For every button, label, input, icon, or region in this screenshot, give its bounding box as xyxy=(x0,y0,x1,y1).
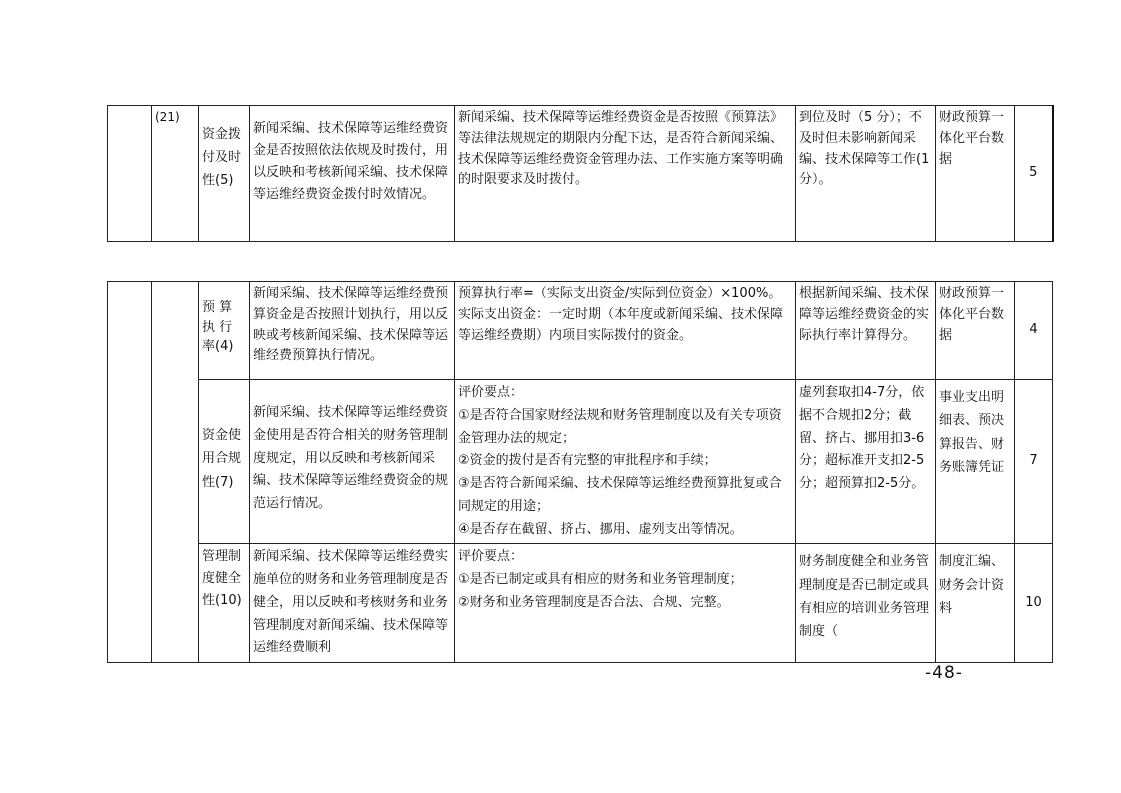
table-row xyxy=(108,282,1053,380)
evaluation-table-top xyxy=(107,105,1054,242)
row-index: (21) xyxy=(152,106,199,242)
page-number: -48- xyxy=(925,663,963,683)
criteria-line: 预算执行率=（实际支出资金/实际到位资金）×100%。 xyxy=(458,286,782,301)
evaluation-table-bottom xyxy=(107,281,1053,663)
indicator-name: 预 算 执 行 率(4) xyxy=(199,282,250,380)
indicator-description: 新闻采编、技术保障等运维经费资金是否按照依法依规及时拨付，用以反映和考核新闻采编、技术保障等运维经费资金拨付时效情况。 xyxy=(250,106,455,242)
indicator-name: 资金拨付及时性(5) xyxy=(199,106,250,242)
indicator-name: 管理制度健全性(10) xyxy=(199,544,250,663)
scoring-method: 虚列套取扣4-7分，依据不合规扣2分；截留、挤占、挪用扣3-6分；超标准开支扣2-5分；超预算扣2-5分。 xyxy=(796,380,936,544)
scoring-method: 财务制度健全和业务管理制度是否已制定或具有相应的培训业务管理制度（ xyxy=(796,544,936,663)
indicator-description: 新闻采编、技术保障等运维经费预算资金是否按照计划执行，用以反映或考核新闻采编、技术保障等运维经费预算执行情况。 xyxy=(250,282,455,380)
evaluation-criteria: 新闻采编、技术保障等运维经费资金是否按照《预算法》等法律法规规定的期限内分配下达，是否符合新闻采编、技术保障等运维经费资金管理办法、工作实施方案等明确的时限要求及时拨付。 xyxy=(455,106,796,242)
blank-cell xyxy=(108,282,152,663)
criteria-line: ①是否符合国家财经法规和财务管理制度以及有关专项资金管理办法的规定； xyxy=(458,407,782,446)
blank-cell xyxy=(108,106,152,242)
data-source: 财政预算一体化平台数据 xyxy=(936,282,1015,380)
criteria-line: ①是否已制定或具有相应的财务和业务管理制度； xyxy=(458,572,743,587)
data-source: 制度汇编、财务会计资料 xyxy=(936,544,1015,663)
criteria-line: 评价要点： xyxy=(458,385,524,400)
score-value: 7 xyxy=(1015,380,1053,544)
data-source: 事业支出明细表、预决算报告、财务账簿凭证 xyxy=(936,380,1015,544)
criteria-line: 实际支出资金：一定时期（本年度或新闻采编、技术保障等运维经费期）内项目实际拨付的资金。 xyxy=(458,306,784,343)
evaluation-criteria xyxy=(455,380,796,544)
indicator-name: 资金使用合规性(7) xyxy=(199,380,250,544)
data-source: 财政预算一体化平台数据 xyxy=(936,106,1015,242)
indicator-description: 新闻采编、技术保障等运维经费实施单位的财务和业务管理制度是否健全，用以反映和考核财务和业务管理制度对新闻采编、技术保障等运维经费顺利 xyxy=(250,544,455,663)
blank-cell xyxy=(152,282,199,663)
criteria-line: ②资金的拨付是否有完整的审批程序和手续； xyxy=(458,453,717,469)
evaluation-criteria xyxy=(455,282,796,380)
evaluation-criteria xyxy=(455,544,796,663)
criteria-line: ②财务和业务管理制度是否合法、合规、完整。 xyxy=(458,594,730,610)
criteria-line: 评价要点： xyxy=(458,549,524,565)
scoring-method: 到位及时（5 分）；不及时但未影响新闻采编、技术保障等工作(1分）。 xyxy=(796,106,936,242)
table-row xyxy=(108,380,1053,544)
scoring-method: 根据新闻采编、技术保障等运维经费资金的实际执行率计算得分。 xyxy=(796,282,936,380)
criteria-line: ④是否存在截留、挤占、挪用、虚列支出等情况。 xyxy=(458,521,743,537)
score-value: 5 xyxy=(1015,106,1053,242)
score-value: 4 xyxy=(1015,282,1053,380)
table-row xyxy=(108,106,1053,242)
criteria-line: ③是否符合新闻采编、技术保障等运维经费预算批复或合同规定的用途； xyxy=(458,476,782,514)
indicator-description: 新闻采编、技术保障等运维经费资金使用是否符合相关的财务管理制度规定，用以反映和考核新闻采编、技术保障等运维经费资金的规范运行情况。 xyxy=(250,380,455,544)
table-row xyxy=(108,544,1053,663)
score-value: 10 xyxy=(1015,544,1053,663)
